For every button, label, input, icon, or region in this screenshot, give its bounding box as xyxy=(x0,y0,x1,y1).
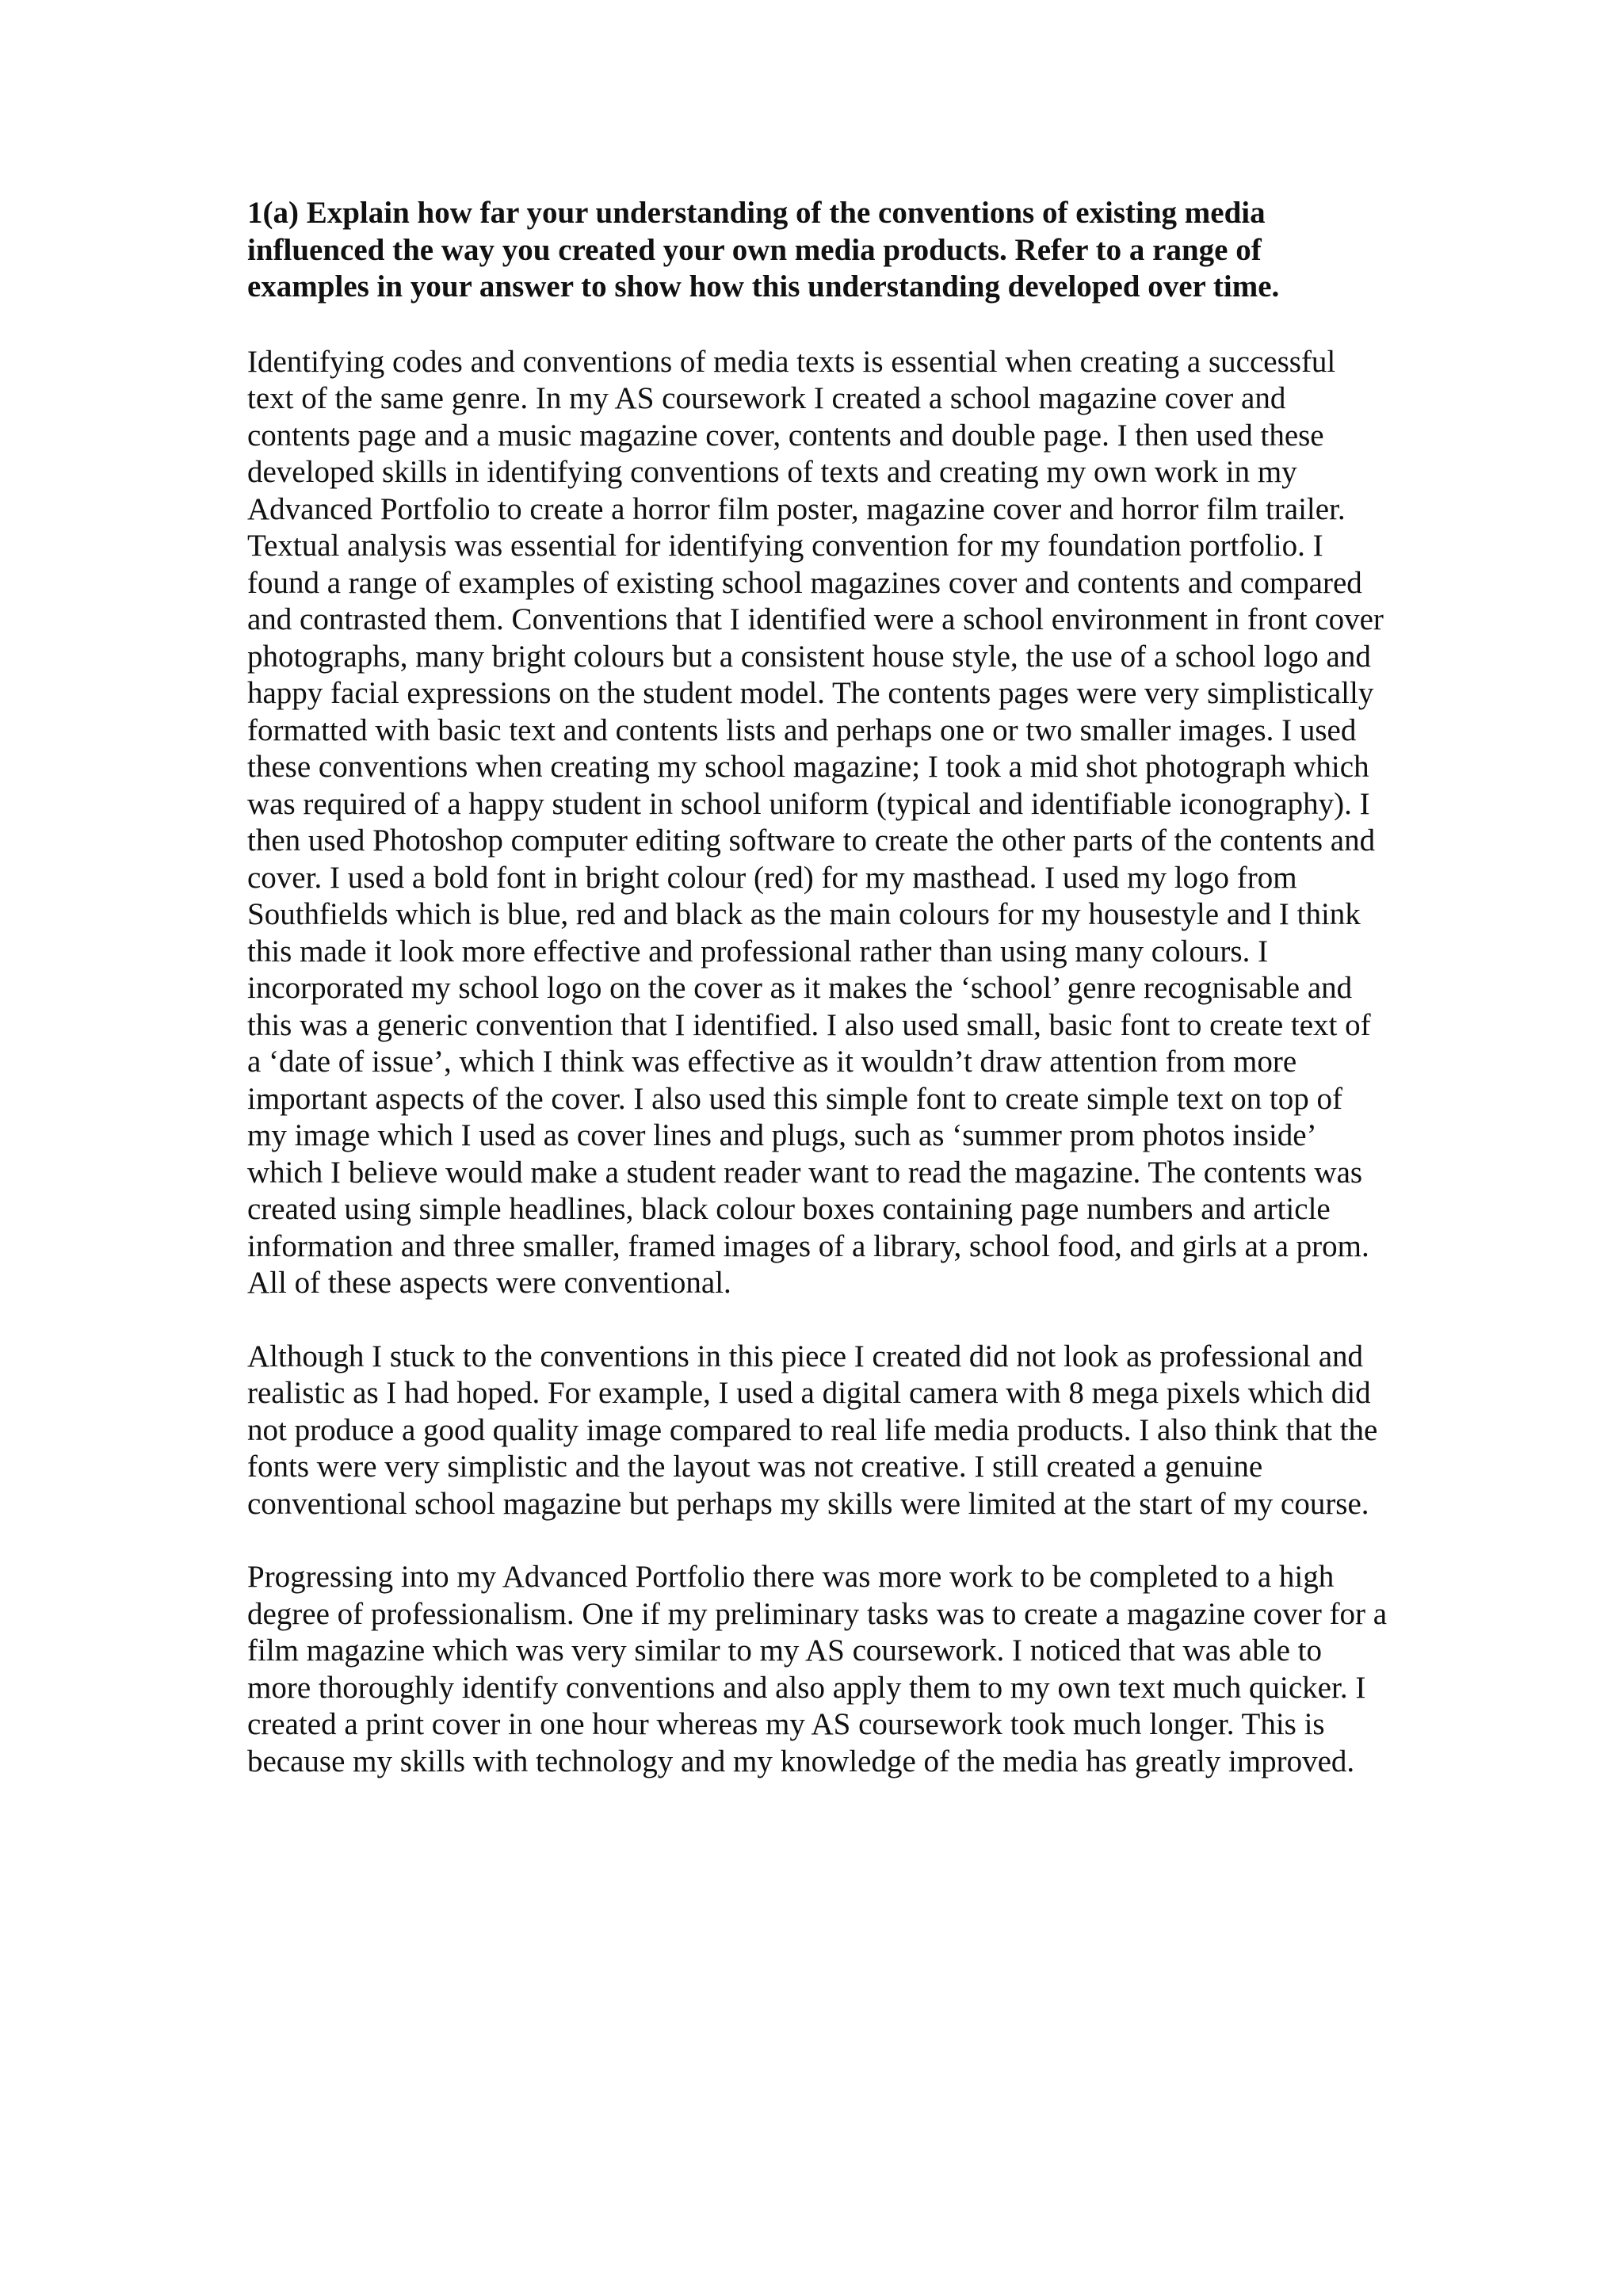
paragraph-textual-analysis: Textual analysis was essential for identifying convention for my foundation portfolio. I found a range of examples of existing school magazines cover and contents and compared and contrasted them. Conventions that I identified were a school environment in front cover photographs, many bright colours but a consistent house style, the use of a school logo and happy facial expressions on the student model. The contents pages were very simplistically formatted with basic text and contents lists and perhaps one or two smaller images. I used these conventions when creating my school magazine; I took a mid shot photograph which was required of a happy student in school uniform (typical and identifiable iconography). I then used Photoshop computer editing software to create the other parts of the contents and cover. I used a bold font in bright colour (red) for my masthead. I used my logo from Southfields which is blue, red and black as the main colours for my housestyle and I think this made it look more effective and professional rather than using many colours. I incorporated my school logo on the cover as it makes the ‘school’ genre recognisable and this was a generic convention that I identified. I also used small, basic font to create text of a ‘date of issue’, which I think was effective as it wouldn’t draw attention from more important aspects of the cover. I also used this simple font to create simple text on top of my image which I used as cover lines and plugs, such as ‘summer prom photos inside’ which I believe would make a student reader want to read the magazine. The contents was created using simple headlines, black colour boxes containing page numbers and article information and three smaller, framed images of a library, school food, and girls at a prom. All of these aspects were conventional. xyxy=(247,529,1384,1300)
paragraph-evaluation: Although I stuck to the conventions in this piece I created did not look as professional and realistic as I had hoped. For example, I used a digital camera with 8 mega pixels which did not produce a good quality image compared to real life media products. I also think that the fonts were very simplistic and the layout was not creative. I still created a genuine conventional school magazine but perhaps my skills were limited at the start of my course. xyxy=(247,1339,1378,1521)
document-body xyxy=(247,195,1388,1780)
paragraph-advanced-portfolio: Progressing into my Advanced Portfolio there was more work to be completed to a high degree of professionalism. One if my preliminary tasks was to create a magazine cover for a film magazine which was very similar to my AS coursework. I noticed that was able to more thoroughly identify conventions and also apply them to my own text much quicker. I created a print cover in one hour whereas my AS coursework took much longer. This is because my skills with technology and my knowledge of the media has greatly improved. xyxy=(247,1560,1388,1778)
question-heading: 1(a) Explain how far your understanding of the conventions of existing media influenced the way you created your own media products. Refer to a range of examples in your answer to show how this understanding developed over time. xyxy=(247,196,1280,304)
paragraph-intro: Identifying codes and conventions of media texts is essential when creating a successful text of the same genre. In my AS coursework I created a school magazine cover and contents page and a music magazine cover, contents and double page. I then used these developed skills in identifying conventions of texts and creating my own work in my Advanced Portfolio to create a horror film poster, magazine cover and horror film trailer. xyxy=(247,344,1346,526)
